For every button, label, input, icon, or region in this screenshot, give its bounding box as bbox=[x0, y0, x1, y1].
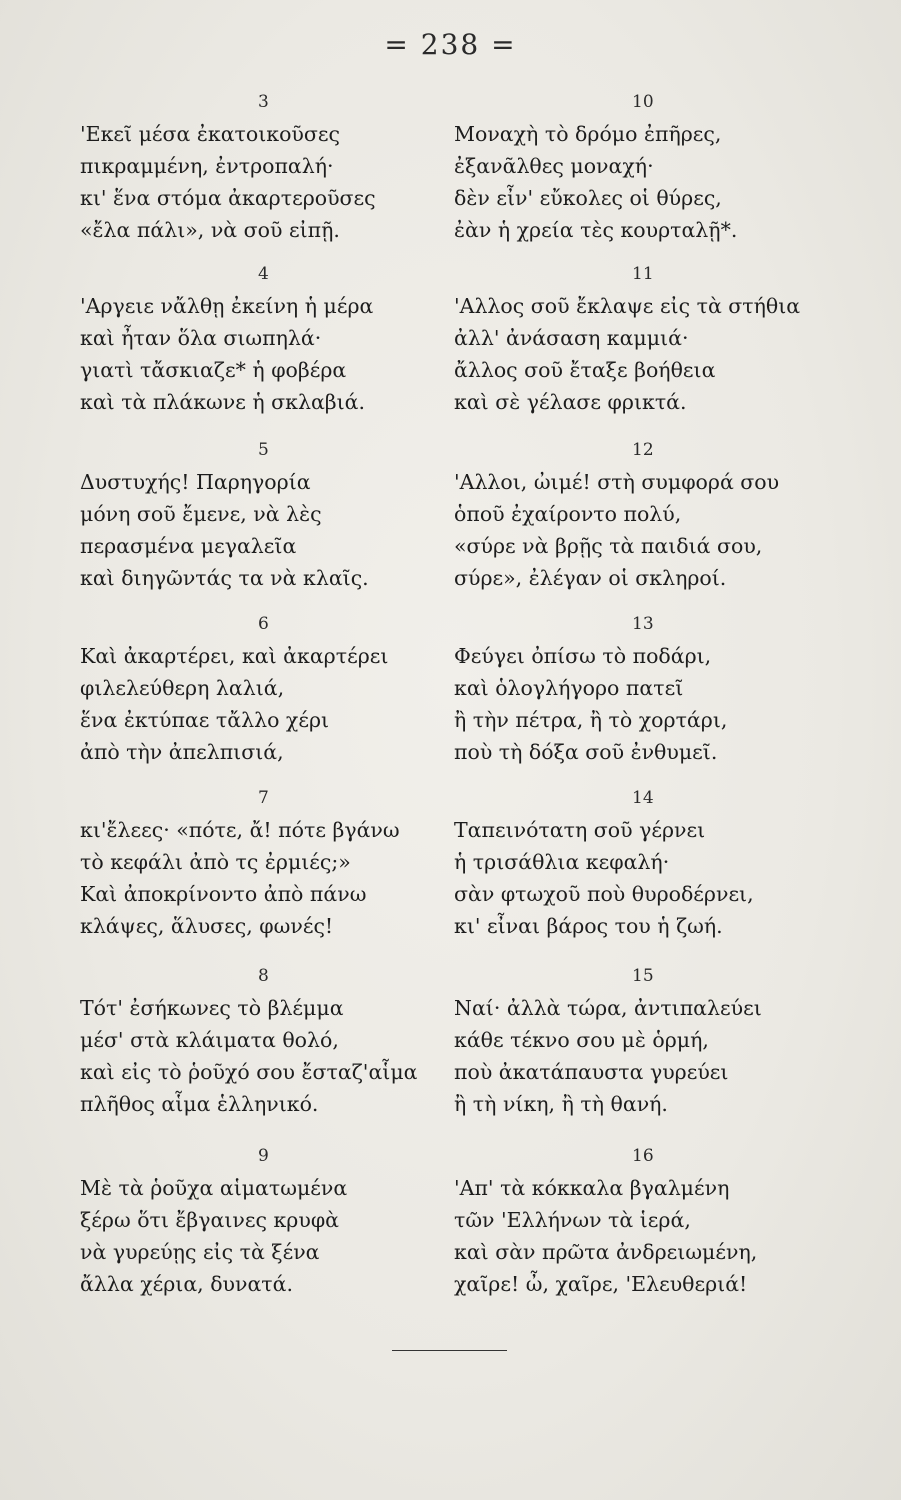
stanza-number: 8 bbox=[258, 966, 269, 986]
verse-line: «ἔλα πάλι», νὰ σοῦ εἰπῇ. bbox=[80, 218, 340, 242]
verse-line: ἐὰν ἡ χρεία τὲς κουρταλῇ*. bbox=[454, 218, 738, 242]
verse-line: γιατὶ τἄσκιαζε* ἡ φοβέρα bbox=[80, 358, 347, 382]
stanza-number: 7 bbox=[258, 788, 269, 808]
verse-line: ἄλλα χέρια, δυνατά. bbox=[80, 1272, 294, 1296]
verse-line: ξέρω ὅτι ἔβγαινες κρυφὰ bbox=[80, 1208, 340, 1232]
verse-line: καὶ τὰ πλάκωνε ἡ σκλαβιά. bbox=[80, 390, 366, 414]
verse-line: καὶ διηγῶντάς τα νὰ κλαῖς. bbox=[80, 566, 369, 590]
verse-line: ἢ τὴ νίκη, ἢ τὴ θανή. bbox=[454, 1092, 668, 1116]
verse-line: νὰ γυρεύῃς εἰς τὰ ξένα bbox=[80, 1240, 320, 1264]
verse-line: 'Αλλος σοῦ ἔκλαψε εἰς τὰ στήθια bbox=[454, 294, 801, 318]
verse-line: φιλελεύθερη λαλιά, bbox=[80, 676, 285, 700]
verse-line: μέσ' στὰ κλάιματα θολό, bbox=[80, 1028, 339, 1052]
verse-line: ἄλλος σοῦ ἔταξε βοήθεια bbox=[454, 358, 716, 382]
verse-line: 'Απ' τὰ κόκκαλα βγαλμένη bbox=[454, 1176, 730, 1200]
page-number: = 238 = bbox=[384, 28, 517, 61]
verse-line: ποὺ ἀκατάπαυστα γυρεύει bbox=[454, 1060, 729, 1084]
verse-line: 'Αλλοι, ὠιμέ! στὴ συμφορά σου bbox=[454, 470, 780, 494]
verse-line: ἀπὸ τὴν ἀπελπισιά, bbox=[80, 740, 284, 764]
verse-line: «σύρε νὰ βρῇς τὰ παιδιά σου, bbox=[454, 534, 763, 558]
verse-line: κλάψες, ἅλυσες, φωνές! bbox=[80, 914, 334, 938]
verse-line: μόνη σοῦ ἔμενε, νὰ λὲς bbox=[80, 502, 322, 526]
verse-line: ἕνα ἐκτύπαε τἄλλο χέρι bbox=[80, 708, 330, 732]
verse-line: Μὲ τὰ ῥοῦχα αἱματωμένα bbox=[80, 1176, 348, 1200]
stanza-number: 14 bbox=[632, 788, 654, 808]
verse-line: ἐξανᾶλθες μοναχή· bbox=[454, 154, 654, 178]
verse-line: καὶ ἦταν ὅλα σιωπηλά· bbox=[80, 326, 322, 350]
verse-line: κι'ἔλεες· «πότε, ἄ! πότε βγάνω bbox=[80, 818, 400, 842]
verse-line: Φεύγει ὀπίσω τὸ ποδάρι, bbox=[454, 644, 712, 668]
stanza-number: 10 bbox=[632, 92, 654, 112]
verse-line: ἡ τρισάθλια κεφαλή· bbox=[454, 850, 670, 874]
verse-line: Καὶ ἀκαρτέρει, καὶ ἀκαρτέρει bbox=[80, 644, 389, 668]
verse-line: κι' ἕνα στόμα ἀκαρτεροῦσες bbox=[80, 186, 376, 210]
verse-line: 'Αργειε νἄλθῃ ἐκείνη ἡ μέρα bbox=[80, 294, 374, 318]
verse-line: κάθε τέκνο σου μὲ ὁρμή, bbox=[454, 1028, 709, 1052]
stanza-number: 12 bbox=[632, 440, 654, 460]
stanza-number: 3 bbox=[258, 92, 269, 112]
stanza-number: 13 bbox=[632, 614, 654, 634]
stanza-number: 9 bbox=[258, 1146, 269, 1166]
verse-line: καὶ σὰν πρῶτα ἀνδρειωμένη, bbox=[454, 1240, 758, 1264]
stanza-number: 11 bbox=[632, 264, 654, 284]
verse-line: Ταπεινότατη σοῦ γέρνει bbox=[454, 818, 706, 842]
stanza-number: 6 bbox=[258, 614, 269, 634]
verse-line: Ναί· ἀλλὰ τώρα, ἀντιπαλεύει bbox=[454, 996, 762, 1020]
end-rule bbox=[392, 1350, 507, 1351]
verse-line: δὲν εἶν' εὔκολες οἱ θύρες, bbox=[454, 186, 722, 210]
verse-line: σὰν φτωχοῦ ποὺ θυροδέρνει, bbox=[454, 882, 754, 906]
verse-line: καὶ εἰς τὸ ῥοῦχό σου ἔσταζ'αἷμα bbox=[80, 1060, 418, 1084]
verse-line: χαῖρε! ὦ, χαῖρε, 'Ελευθεριά! bbox=[454, 1272, 748, 1296]
stanza-number: 5 bbox=[258, 440, 269, 460]
verse-line: καὶ ὁλογλήγορο πατεῖ bbox=[454, 676, 684, 700]
verse-line: ὁποῦ ἐχαίροντο πολύ, bbox=[454, 502, 682, 526]
verse-line: κι' εἶναι βάρος του ἡ ζωή. bbox=[454, 914, 723, 938]
stanza-number: 15 bbox=[632, 966, 654, 986]
verse-line: ἢ τὴν πέτρα, ἢ τὸ χορτάρι, bbox=[454, 708, 728, 732]
verse-line: ἀλλ' ἀνάσαση καμμιά· bbox=[454, 326, 689, 350]
verse-line: τῶν 'Ελλήνων τὰ ἱερά, bbox=[454, 1208, 691, 1232]
verse-line: καὶ σὲ γέλασε φρικτά. bbox=[454, 390, 687, 414]
verse-line: Μοναχὴ τὸ δρόμο ἐπῆρες, bbox=[454, 122, 722, 146]
verse-line: τὸ κεφάλι ἀπὸ τς ἐρμιές;» bbox=[80, 850, 351, 874]
verse-line: Καὶ ἀποκρίνοντο ἀπὸ πάνω bbox=[80, 882, 367, 906]
verse-line: σύρε», ἐλέγαν οἱ σκληροί. bbox=[454, 566, 727, 590]
stanza-number: 4 bbox=[258, 264, 269, 284]
stanza-number: 16 bbox=[632, 1146, 654, 1166]
verse-line: περασμένα μεγαλεῖα bbox=[80, 534, 297, 558]
verse-line: 'Εκεῖ μέσα ἐκατοικοῦσες bbox=[80, 122, 340, 146]
verse-line: Τότ' ἐσήκωνες τὸ βλέμμα bbox=[80, 996, 344, 1020]
verse-line: πικραμμένη, ἐντροπαλή· bbox=[80, 154, 334, 178]
verse-line: ποὺ τὴ δόξα σοῦ ἐνθυμεῖ. bbox=[454, 740, 718, 764]
verse-line: Δυστυχής! Παρηγορία bbox=[80, 470, 311, 494]
verse-line: πλῆθος αἷμα ἑλληνικό. bbox=[80, 1092, 319, 1116]
